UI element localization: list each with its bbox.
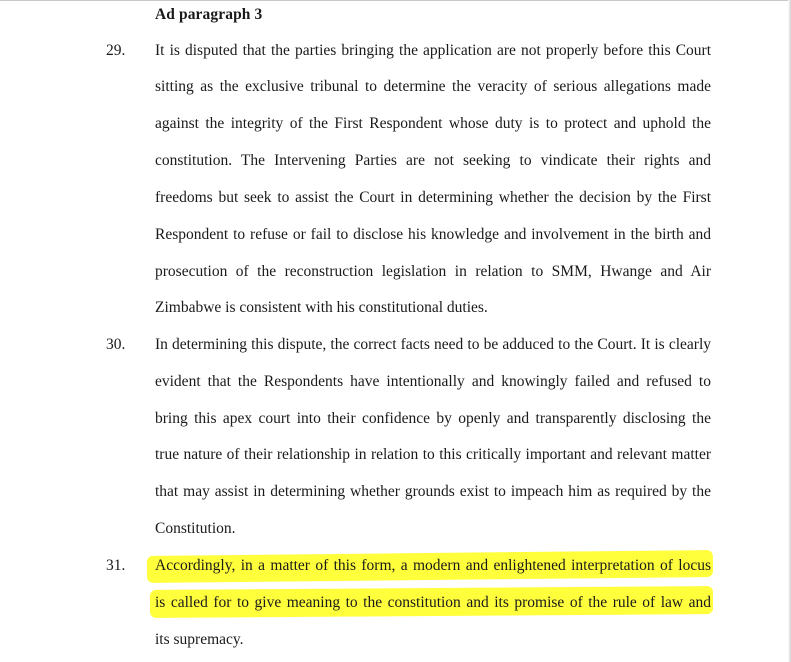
paragraph-line: bring this apex court into their confidence by openly and transparently disclosing the (155, 410, 711, 427)
paragraph-line: that may assist in determining whether grounds exist to impeach him as required by the (155, 483, 711, 500)
paragraph-line: Constitution. (155, 520, 236, 537)
paragraph-line: prosecution of the reconstruction legislation in relation to SMM, Hwange and Air (155, 263, 711, 280)
paragraph-line-highlighted: is called for to give meaning to the constitution and its promise of the rule of law and (155, 594, 711, 611)
paragraph-line: Respondent to refuse or fail to disclose his knowledge and involvement in the birth and (155, 226, 711, 243)
paragraph-number: 29. (106, 42, 126, 59)
page-top-border (0, 0, 791, 1)
paragraph-line: constitution. The Intervening Parties are not seeking to vindicate their rights and (155, 152, 711, 169)
paragraph-line: In determining this dispute, the correct facts need to be adduced to the Court. It is clearly (155, 336, 711, 353)
section-heading: Ad paragraph 3 (155, 6, 263, 23)
paragraph-number: 30. (106, 336, 126, 353)
paragraph-line-highlighted: Accordingly, in a matter of this form, a modern and enlightened interpretation of locus (155, 557, 711, 574)
paragraph-number: 31. (106, 557, 126, 574)
paragraph-line: freedoms but seek to assist the Court in determining whether the decision by the First (155, 189, 711, 206)
paragraph-line: Zimbabwe is consistent with his constitutional duties. (155, 299, 488, 316)
paragraph-line: against the integrity of the First Respondent whose duty is to protect and uphold the (155, 115, 711, 132)
paragraph-line: its supremacy. (155, 631, 244, 648)
paragraph-line: evident that the Respondents have intentionally and knowingly failed and refused to (155, 373, 711, 390)
paragraph-line: true nature of their relationship in relation to this critically important and relevant matter (155, 446, 711, 463)
paragraph-line: It is disputed that the parties bringing the application are not properly before this Court (155, 42, 711, 59)
paragraph-line: sitting as the exclusive tribunal to determine the veracity of serious allegations made (155, 78, 711, 95)
